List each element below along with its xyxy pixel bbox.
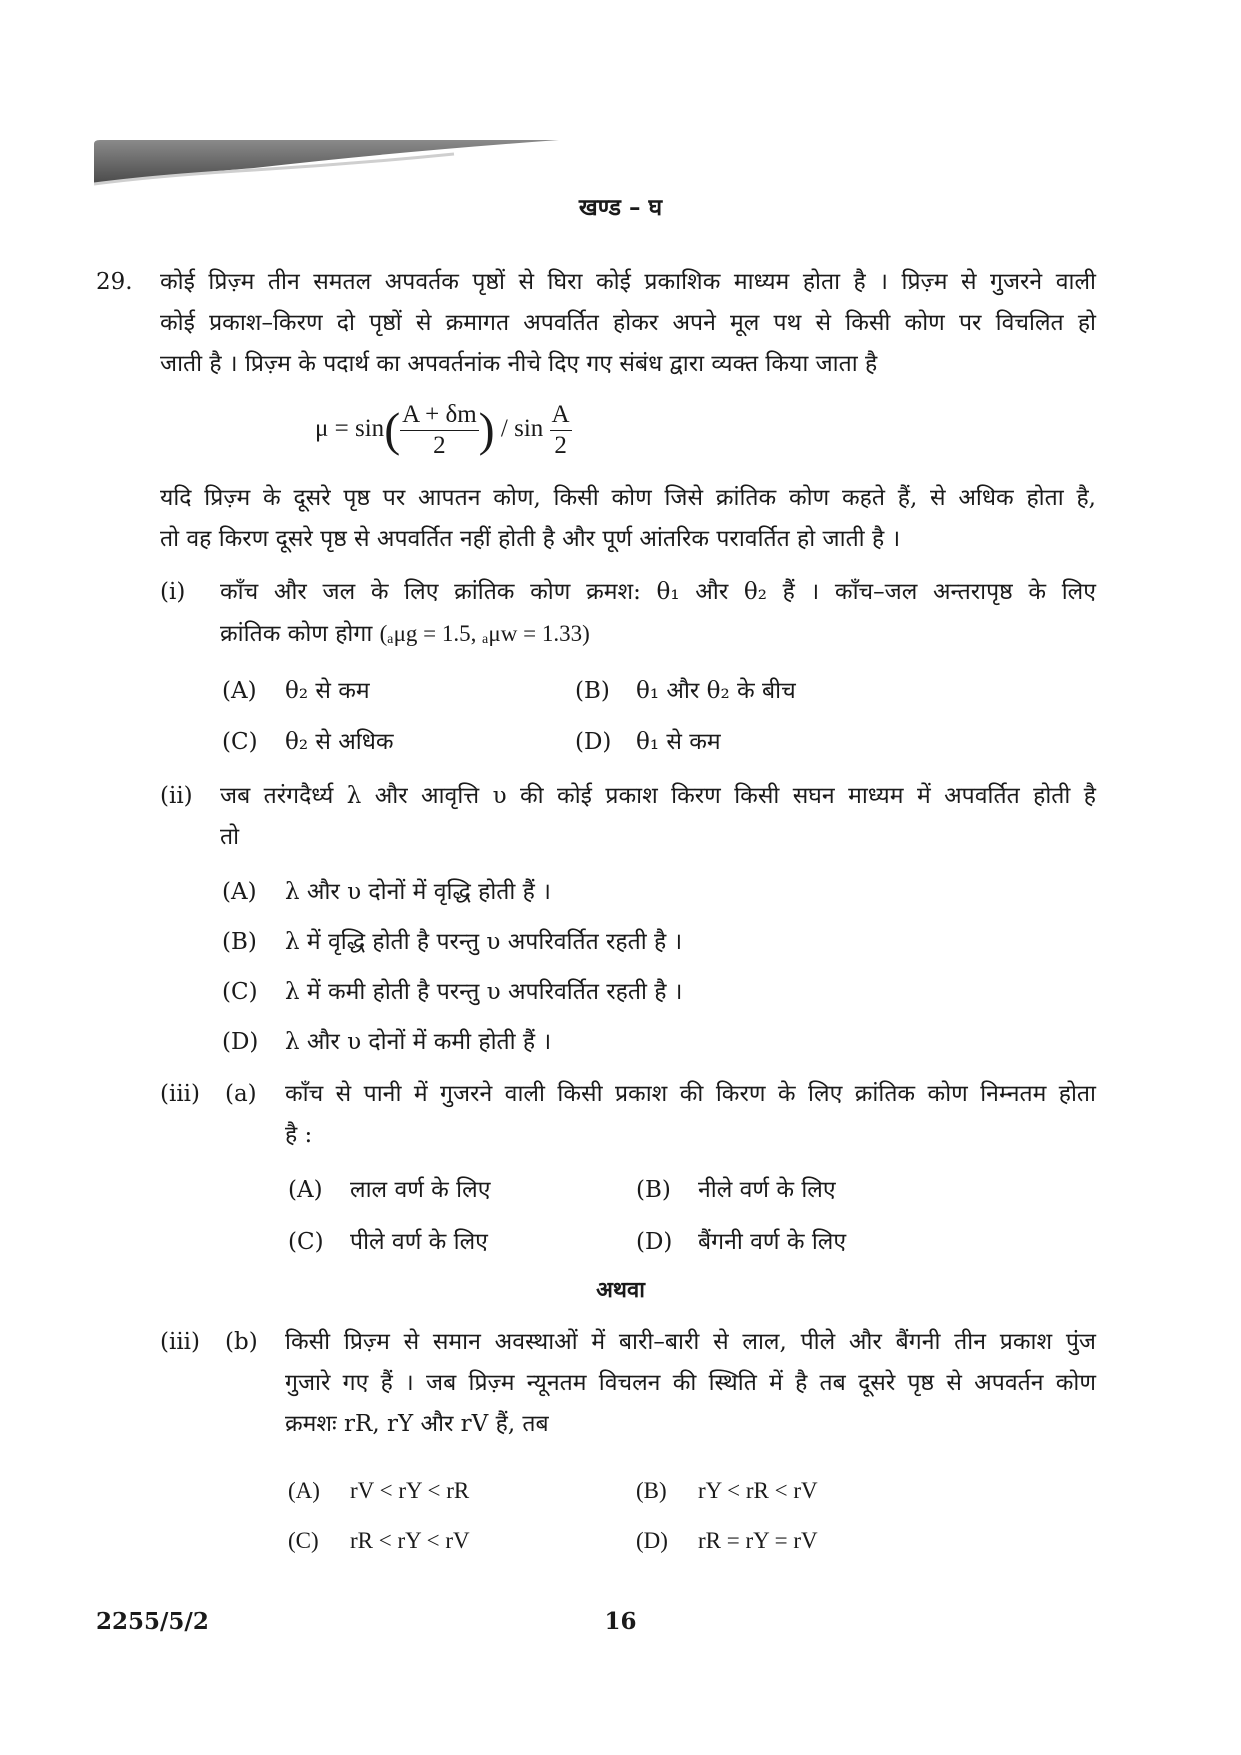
formula-paren-open: ( [384, 403, 401, 457]
subquestion-line: काँच और जल के लिए क्रांतिक कोण क्रमश: θ₁ और θ₂ हैं । काँच–जल अन्तरापृष्ठ के लिए [220, 579, 1096, 605]
section-title: खण्ड – घ [578, 194, 663, 221]
option-text: θ₁ और θ₂ के बीच [636, 678, 796, 704]
option-text: λ और υ दोनों में कमी होती हैं । [285, 1029, 552, 1055]
question-paragraph-2 [160, 478, 1096, 560]
formula-denominator-2: 2 [554, 432, 567, 459]
question-number: 29. [96, 269, 133, 295]
formula-paren-close: ) [478, 403, 495, 457]
paragraph-line: यदि प्रिज़्म के दूसरे पृष्ठ पर आपतन कोण, किसी कोण जिसे क्रांतिक कोण कहते हैं, से अधिक होता है, [160, 485, 1096, 511]
subquestion-label: (i) [160, 579, 186, 605]
option-label: (D) [575, 729, 612, 755]
paragraph-line: तो वह किरण दूसरे पृष्ठ से अपवर्तित नहीं होती है और पूर्ण आंतरिक परावर्तित हो जाती है । [160, 526, 901, 552]
subquestion-line: क्रमशः rR, rY और rV हैं, तब [285, 1411, 549, 1437]
subquestion-part-label: (a) [225, 1081, 257, 1107]
subquestion-label: (ii) [160, 783, 193, 809]
option-text: rV < rY < rR [350, 1478, 470, 1503]
refractive-index-values: (ₐμg = 1.5, ₐμw = 1.33) [379, 621, 590, 646]
or-divider: अथवा [596, 1277, 645, 1303]
subquestion-line: जब तरंगदैर्ध्य λ और आवृत्ति υ की कोई प्रकाश किरण किसी सघन माध्यम में अपवर्तित होती है [220, 783, 1096, 809]
option-text: rR = rY = rV [698, 1528, 818, 1553]
option-text: θ₂ से कम [285, 678, 370, 704]
subquestion-iii-a-text [285, 1074, 1096, 1156]
intro-line: जाती है । प्रिज़्म के पदार्थ का अपवर्तनांक नीचे दिए गए संबंध द्वारा व्यक्त किया जाता है [160, 351, 878, 377]
option-label: (B) [636, 1177, 671, 1203]
option-text: λ में कमी होती है परन्तु υ अपरिवर्तित रहती है । [285, 979, 683, 1005]
subquestion-part-label: (b) [225, 1329, 258, 1355]
subquestion-i-text [220, 572, 1096, 655]
subquestion-ii-text [220, 776, 1096, 858]
intro-line: कोई प्रिज़्म तीन समतल अपवर्तक पृष्ठों से घिरा कोई प्रकाशिक माध्यम होता है । प्रिज़्म से गुजरने वाली [160, 269, 1096, 295]
option-label: (A) [222, 678, 257, 704]
refractive-index-formula [315, 400, 572, 461]
option-label: (C) [288, 1528, 319, 1553]
formula-fraction-1 [400, 400, 479, 461]
header-banner [94, 140, 559, 186]
option-label: (A) [288, 1478, 320, 1503]
formula-mid: / sin [500, 415, 544, 443]
paper-code: 2255/5/2 [96, 1608, 209, 1635]
option-label: (A) [288, 1177, 323, 1203]
option-label: (B) [575, 678, 610, 704]
subquestion-line: तो [220, 824, 240, 850]
formula-lhs: μ = sin [315, 415, 385, 443]
option-text: लाल वर्ण के लिए [350, 1177, 491, 1203]
option-label: (C) [222, 729, 258, 755]
option-label: (D) [222, 1029, 259, 1055]
formula-numerator-1: A + δm [400, 400, 479, 431]
question-intro [160, 262, 1096, 385]
subquestion-label: (iii) [160, 1329, 201, 1355]
option-label: (C) [288, 1229, 324, 1255]
subquestion-label: (iii) [160, 1081, 201, 1107]
subquestion-iii-b-text [285, 1322, 1096, 1445]
option-label: (C) [222, 979, 258, 1005]
option-text: λ में वृद्धि होती है परन्तु υ अपरिवर्तित रहती है । [285, 929, 683, 955]
option-text: λ और υ दोनों में वृद्धि होती हैं । [285, 879, 551, 905]
subquestion-line: किसी प्रिज़्म से समान अवस्थाओं में बारी–बारी से लाल, पीले और बैंगनी तीन प्रकाश पुंज [285, 1329, 1096, 1355]
subquestion-line: काँच से पानी में गुजरने वाली किसी प्रकाश की किरण के लिए क्रांतिक कोण निम्नतम होता [285, 1081, 1096, 1107]
option-label: (A) [222, 879, 257, 905]
formula-denominator-1: 2 [433, 432, 446, 459]
intro-line: कोई प्रकाश–किरण दो पृष्ठों से क्रमागत अपवर्तित होकर अपने मूल पथ से किसी कोण पर विचलित हो [160, 310, 1096, 336]
option-text: θ₂ से अधिक [285, 729, 394, 755]
option-label: (D) [636, 1229, 673, 1255]
option-label: (D) [636, 1528, 668, 1553]
option-text: बैंगनी वर्ण के लिए [698, 1229, 847, 1255]
page-number: 16 [604, 1608, 637, 1635]
subquestion-line: गुजारे गए हैं । जब प्रिज़्म न्यूनतम विचलन की स्थिति में है तब दूसरे पृष्ठ से अपवर्तन कोण [285, 1370, 1096, 1396]
option-text: नीले वर्ण के लिए [698, 1177, 836, 1203]
option-text: rY < rR < rV [698, 1478, 818, 1503]
option-label: (B) [636, 1478, 667, 1503]
subquestion-line: क्रांतिक कोण होगा [220, 621, 373, 647]
formula-fraction-2 [550, 400, 572, 461]
subquestion-line: है : [285, 1122, 313, 1148]
formula-numerator-2: A [550, 400, 572, 431]
option-text: rR < rY < rV [350, 1528, 470, 1553]
option-text: θ₁ से कम [636, 729, 721, 755]
option-label: (B) [222, 929, 257, 955]
option-text: पीले वर्ण के लिए [350, 1229, 488, 1255]
